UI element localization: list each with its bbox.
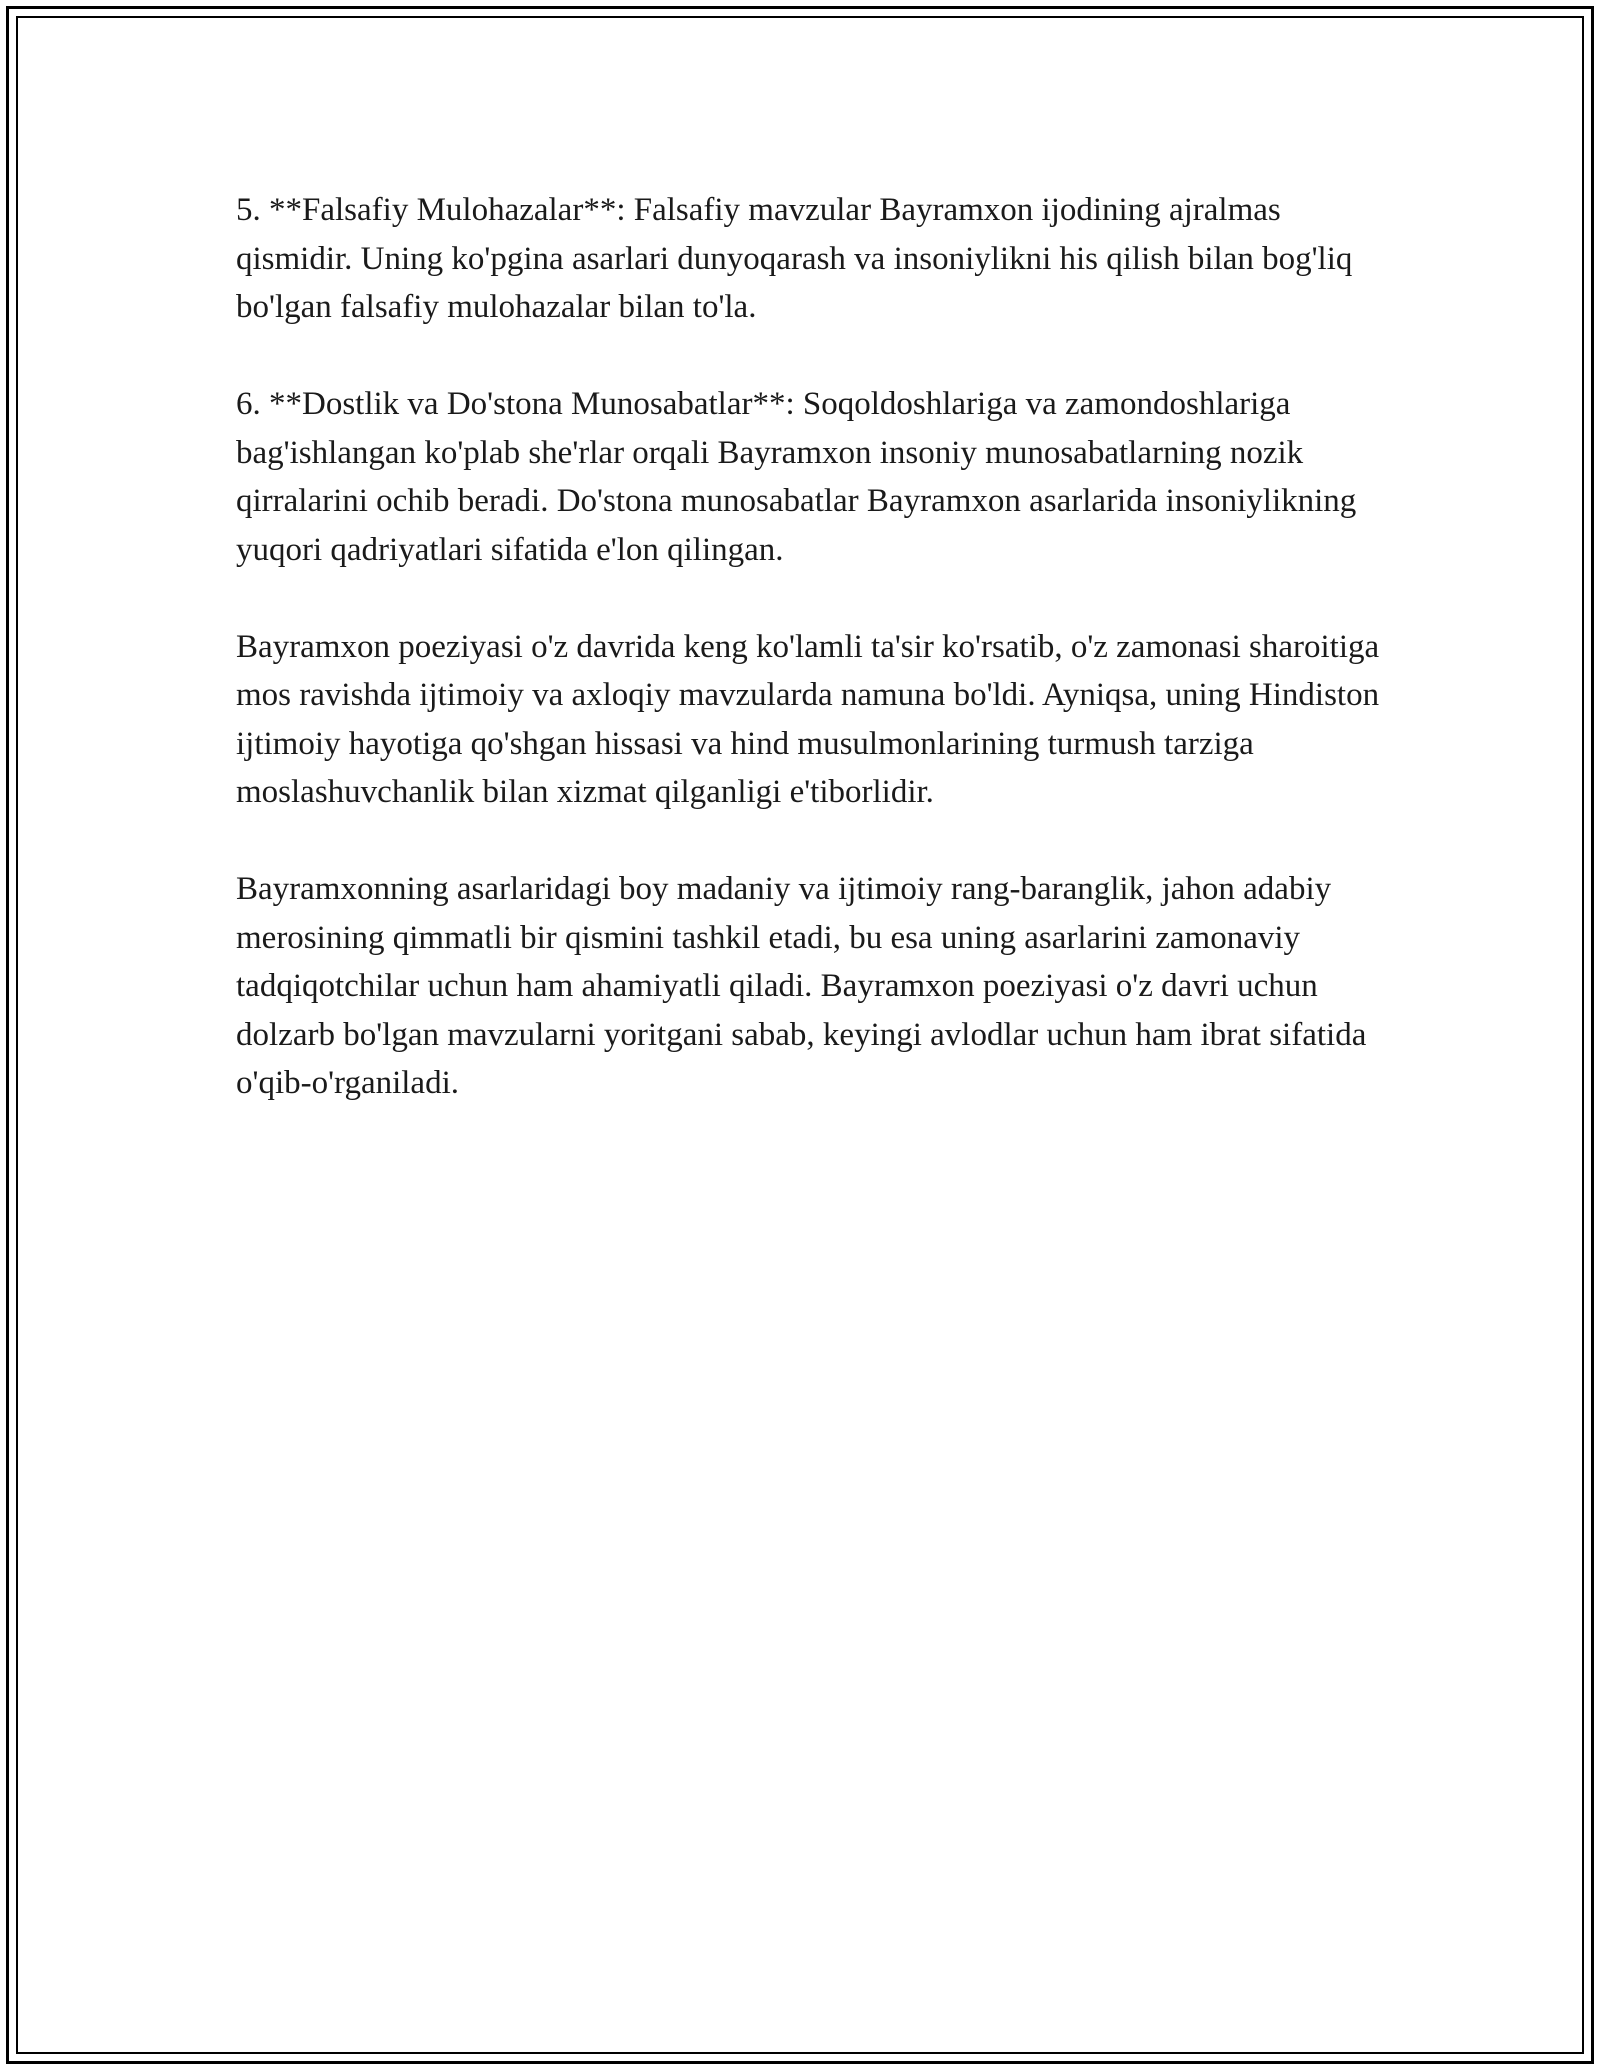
- paragraph-poeziya-tasiri: Bayramxon poeziyasi o'z davrida keng ko'lamli ta'sir ko'rsatib, o'z zamonasi sharoitiga mos ravishda ijtimoiy va axloqiy mavzularda namuna bo'ldi. Ayniqsa, uning Hindiston ijtimoiy hayotiga qo'shgan hissasi va hind musulmonlarining turmush tarziga moslashuvchanlik bilan xizmat qilganligi e'tiborlidir.: [236, 628, 1380, 810]
- paragraph-madaniy-meros: Bayramxonning asarlaridagi boy madaniy va ijtimoiy rang-baranglik, jahon adabiy merosining qimmatli bir qismini tashkil etadi, bu esa uning asarlarini zamonaviy tadqiqotchilar uchun ham ahamiyatli qiladi. Bayramxon poeziyasi o'z davri uchun dolzarb bo'lgan mavzularni yoritgani sabab, keyingi avlodlar uchun ham ibrat sifatida o'qib-o'rganiladi.: [236, 871, 1367, 1101]
- paragraph-dostlik: 6. **Dostlik va Do'stona Munosabatlar**: Soqoldoshlariga va zamondoshlariga bag'ishlangan ko'plab she'rlar orqali Bayramxon insoniy munosabatlarning nozik qirralarini ochib beradi. Do'stona munosabatlar Bayramxon asarlarida insoniylikning yuqori qadriyatlari sifatida e'lon qilingan.: [236, 386, 1357, 568]
- document-body: [236, 186, 1386, 1108]
- paragraph-falsafiy-mulohazalar: 5. **Falsafiy Mulohazalar**: Falsafiy mavzular Bayramxon ijodining ajralmas qismidir. Uning ko'pgina asarlari dunyoqarash va insoniylikni his qilish bilan bog'liq bo'lgan falsafiy mulohazalar bilan to'la.: [236, 192, 1353, 325]
